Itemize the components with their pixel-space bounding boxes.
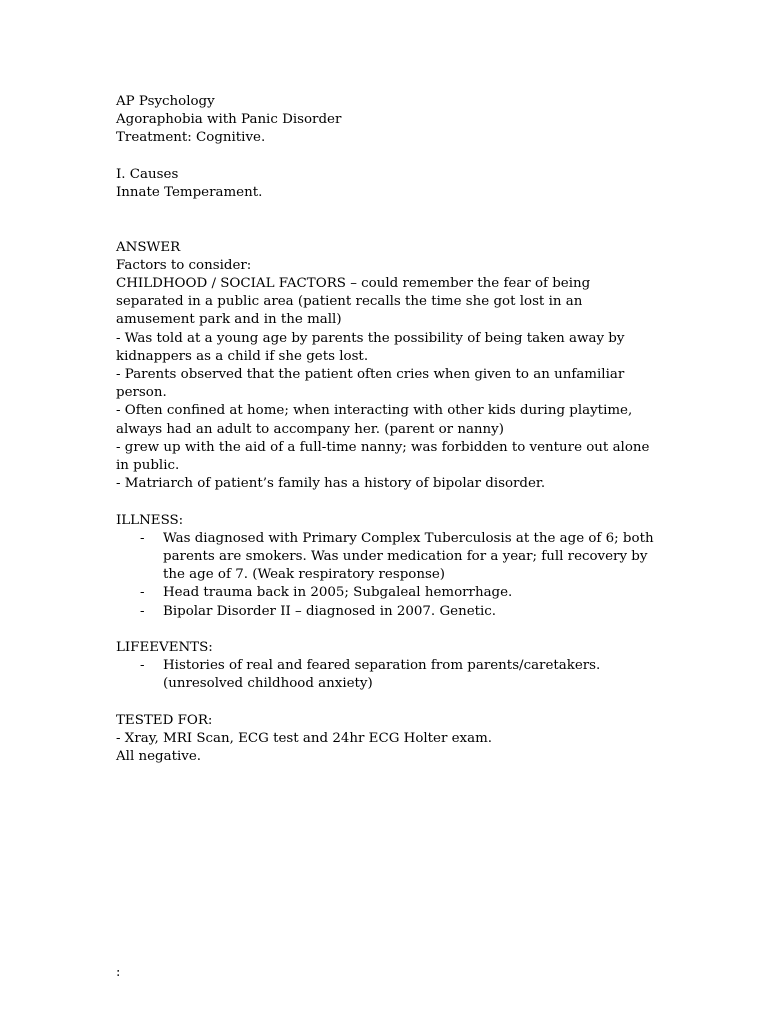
spacer — [116, 694, 656, 712]
answer-paragraph: - Matriarch of patient’s family has a history of bipolar disorder. — [116, 476, 546, 492]
answer-subheading: Factors to consider: — [116, 257, 252, 273]
answer-paragraph: - Often confined at home; when interacting with other kids during playtime, always had an adult to accompany her. (parent or nanny) — [116, 403, 637, 437]
list-item-text: Histories of real and feared separation from parents/caretakers. (unresolved childhood anxiety) — [163, 658, 601, 692]
dash-bullet: - — [140, 585, 145, 601]
answer-paragraph: - grew up with the aid of a full-time nanny; was forbidden to venture out alone in public. — [116, 439, 654, 474]
causes-item: Innate Temperament. — [116, 185, 263, 200]
dash-bullet: - — [140, 530, 145, 546]
illness-heading: ILLNESS: — [116, 512, 184, 528]
topic-title: Agoraphobia with Panic Disorder — [116, 112, 342, 128]
spacer — [116, 493, 656, 511]
tested-result: All negative. — [116, 749, 202, 765]
answer-heading: ANSWER — [116, 239, 181, 255]
spacer — [116, 148, 656, 166]
tested-heading: TESTED FOR: — [116, 712, 213, 728]
answer-paragraph: - Parents observed that the patient often cries when given to an unfamiliar person. — [116, 367, 629, 401]
life-events-list — [116, 657, 656, 693]
illness-list — [116, 530, 656, 621]
dash-bullet: - — [140, 658, 145, 674]
list-item — [116, 584, 656, 602]
answer-paragraph: - Was told at a young age by parents the possibility of being taken away by kidnappers as a child if she gets lost. — [116, 330, 629, 364]
treatment-line: Treatment: Cognitive. — [116, 130, 266, 146]
list-item-text: Head trauma back in 2005; Subgaleal hemorrhage. — [163, 585, 513, 601]
spacer — [116, 621, 656, 639]
list-item-text: Was diagnosed with Primary Complex Tuberculosis at the age of 6; both parents are smokers. Was under medication for a year; full recovery by the age of 7. (Weak respiratory response) — [163, 530, 654, 583]
spacer — [116, 220, 656, 238]
course-title: AP Psychology — [116, 94, 215, 109]
list-item — [116, 657, 656, 693]
list-item — [116, 603, 656, 621]
footer-mark: : — [116, 965, 121, 980]
list-item-text: Bipolar Disorder II – diagnosed in 2007. Genetic. — [163, 603, 497, 619]
life-events-heading: LIFEEVENTS: — [116, 640, 213, 656]
tested-line: - Xray, MRI Scan, ECG test and 24hr ECG Holter exam. — [116, 731, 493, 747]
spacer — [116, 202, 656, 220]
dash-bullet: - — [140, 603, 145, 619]
document-body — [116, 93, 656, 766]
list-item — [116, 530, 656, 585]
answer-paragraph: CHILDHOOD / SOCIAL FACTORS – could remember the fear of being separated in a public area (patient recalls the time she got lost in an amusement park and in the mall) — [116, 275, 595, 328]
causes-heading: I. Causes — [116, 166, 179, 182]
